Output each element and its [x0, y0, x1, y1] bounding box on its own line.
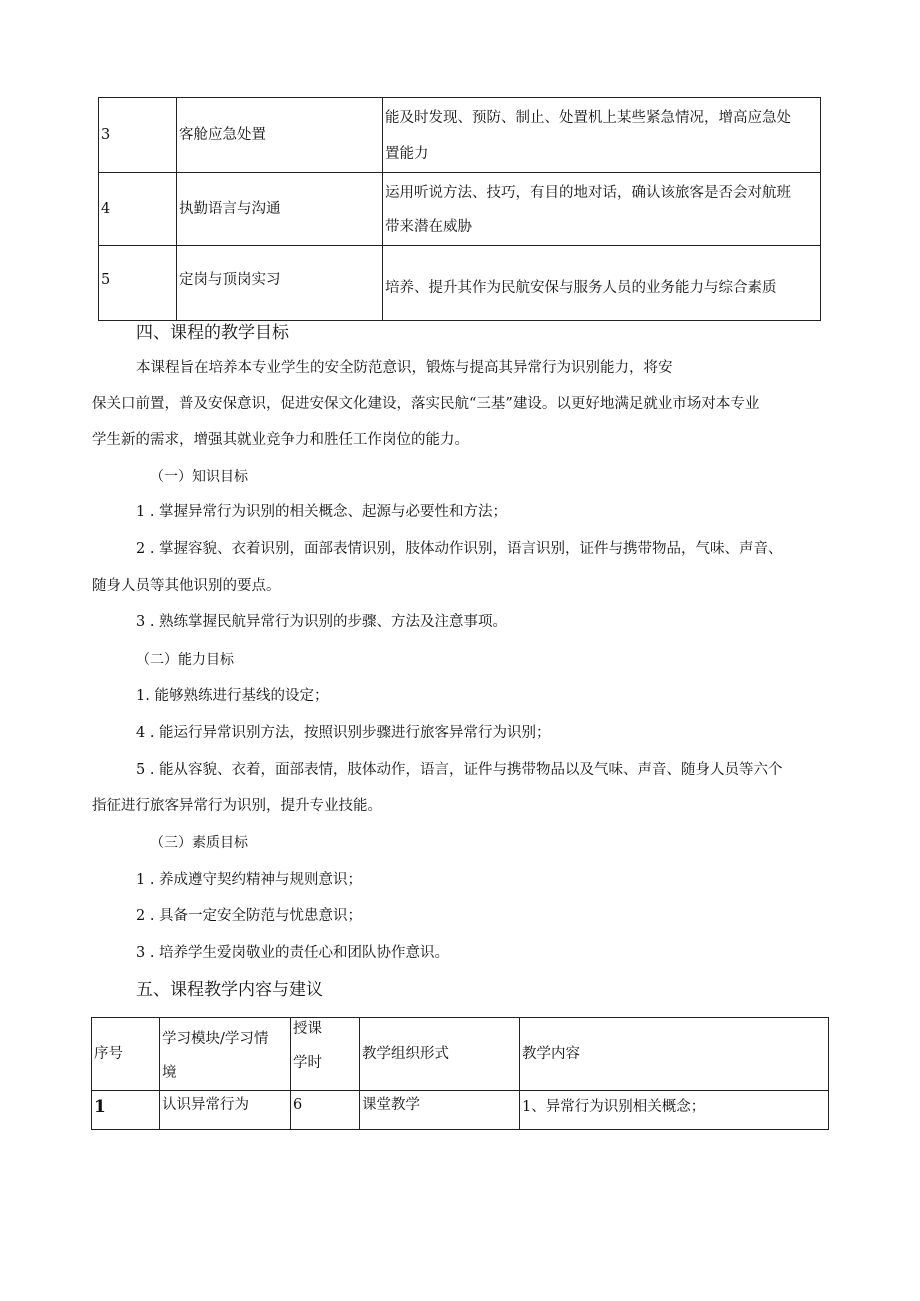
module-table: [98, 97, 821, 321]
row-content: 1、异常行为识别相关概念；: [522, 1099, 706, 1115]
list-item: 1 . 养成遵守契约精神与规则意识；: [136, 872, 363, 888]
list-item: 3 . 培养学生爱岗敬业的责任心和团队协作意识。: [136, 945, 450, 961]
section-heading: 五、课程教学内容与建议: [136, 980, 323, 1000]
row-hours: 6: [293, 1097, 303, 1113]
row-module: 执勤语言与沟通: [179, 201, 281, 217]
header-module: 学习模块/学习情: [162, 1031, 269, 1047]
intro-text: 本课程旨在培养本专业学生的安全防范意识，锻炼与提高其异常行为识别能力，将安: [136, 360, 673, 376]
row-description: 运用听说方法、技巧，有目的地对话，确认该旅客是否会对航班: [385, 185, 791, 201]
list-item: 指征进行旅客异常行为识别，提升专业技能。: [92, 798, 382, 814]
row-number: 4: [101, 201, 111, 217]
table-row: [99, 98, 820, 173]
header-form: 教学组织形式: [362, 1046, 449, 1062]
row-form: 课堂教学: [362, 1097, 420, 1113]
list-item: 2 . 掌握容貌、衣着识别，面部表情识别，肢体动作识别，语言识别，证件与携带物品，气味、声音、: [136, 541, 783, 557]
row-number: 1: [94, 1097, 106, 1117]
header-hours: 学时: [293, 1055, 322, 1071]
subsection-title: （二）能力目标: [136, 652, 234, 668]
header-hours: 授课: [293, 1021, 322, 1037]
header-content: 教学内容: [522, 1046, 580, 1062]
list-item: 5 . 能从容貌、衣着，面部表情，肢体动作，语言，证件与携带物品以及气味、声音、随身人员等六个: [136, 762, 783, 778]
intro-text: 学生新的需求，增强其就业竞争力和胜任工作岗位的能力。: [92, 432, 469, 448]
row-description: 培养、提升其作为民航安保与服务人员的业务能力与综合素质: [385, 280, 777, 296]
row-module: 客舱应急处置: [179, 127, 266, 143]
subsection-title: （三）素质目标: [150, 835, 248, 851]
row-description: 置能力: [385, 146, 429, 162]
list-item: 3 . 熟练掌握民航异常行为识别的步骤、方法及注意事项。: [136, 614, 508, 630]
header-module: 境: [162, 1065, 177, 1081]
table-row: [99, 173, 820, 246]
row-module: 认识异常行为: [162, 1097, 249, 1113]
list-item: 1. 能够熟练进行基线的设定；: [136, 688, 329, 704]
course-content-table: [91, 1017, 829, 1130]
table-row: [99, 246, 820, 321]
row-module: 定岗与顶岗实习: [179, 272, 281, 288]
row-number: 5: [101, 272, 111, 288]
list-item: 1 . 掌握异常行为识别的相关概念、起源与必要性和方法；: [136, 504, 508, 520]
list-item: 2 . 具备一定安全防范与忧患意识；: [136, 908, 363, 924]
row-description: 带来潜在威胁: [385, 219, 472, 235]
row-number: 3: [101, 127, 111, 143]
table-header-row: [92, 1018, 828, 1091]
list-item: 4 . 能运行异常识别方法，按照识别步骤进行旅客异常行为识别；: [136, 725, 551, 741]
subsection-title: （一）知识目标: [150, 469, 248, 485]
header-no: 序号: [94, 1046, 123, 1062]
section-heading: 四、课程的教学目标: [136, 323, 289, 343]
intro-text: 保关口前置，普及安保意识，促进安保文化建设，落实民航“三基”建设。以更好地满足就业市场对本专业: [92, 396, 760, 412]
row-description: 能及时发现、预防、制止、处置机上某些紧急情况，增高应急处: [385, 110, 791, 126]
list-item: 随身人员等其他识别的要点。: [92, 578, 281, 594]
